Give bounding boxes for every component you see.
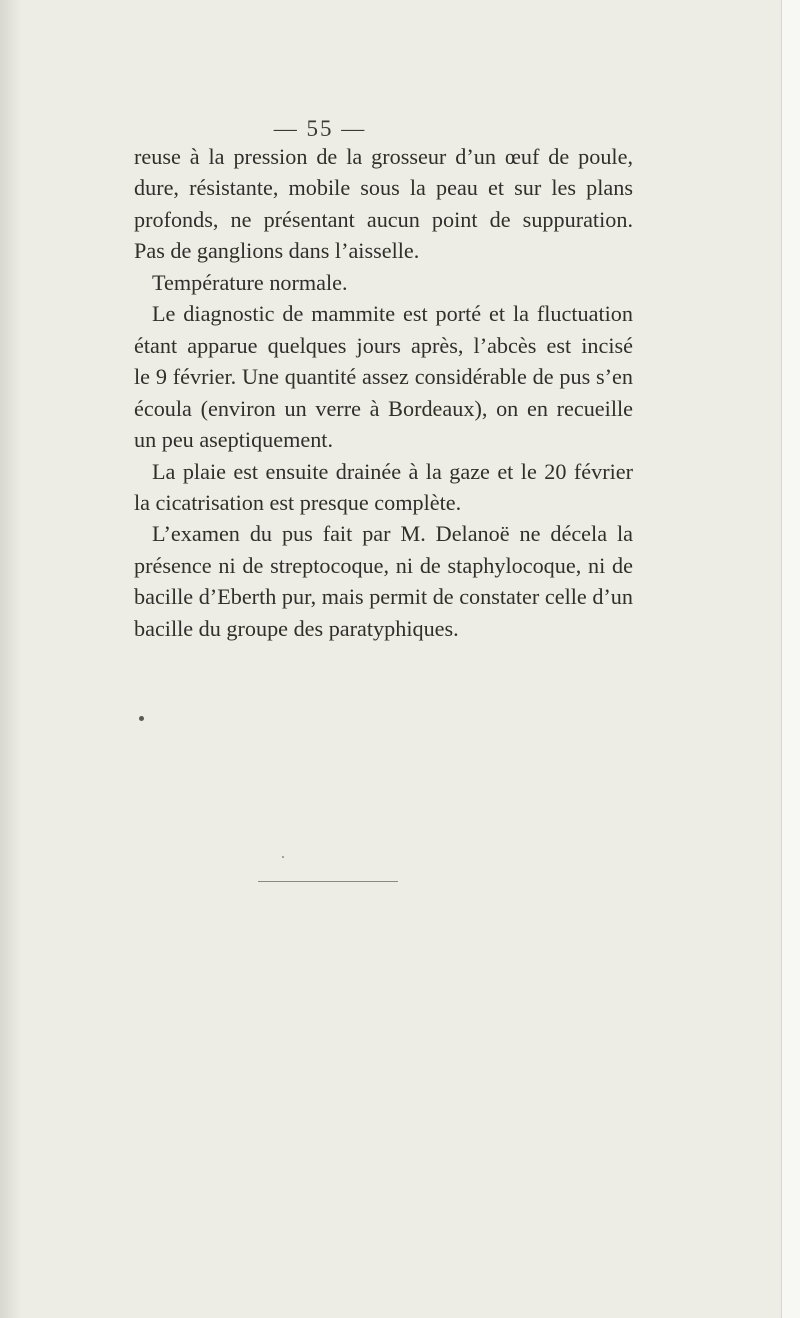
body-text (134, 141, 633, 644)
text-line: Température normale. (152, 269, 348, 295)
text-line: étant apparue quelques jours après, l’abcès est incisé (134, 332, 633, 358)
text-line: présence ni de streptocoque, ni de staphylocoque, ni de (134, 552, 633, 578)
text-line: la cicatrisation est presque complète. (134, 489, 462, 515)
text-line: bacille d’Eberth pur, mais permit de constater celle d’un (134, 584, 633, 610)
separator-rule (258, 881, 398, 882)
text-line: un peu aseptiquement. (134, 427, 334, 453)
page-number: — 55 — (273, 116, 367, 141)
text-line: écoula (environ un verre à Bordeaux), on en recueille (134, 395, 633, 421)
text-line: bacille du groupe des paratyphiques. (134, 615, 459, 641)
text-line: le 9 février. Une quantité assez considérable de pus s’en (134, 364, 633, 390)
text-line: Le diagnostic de mammite est porté et la fluctuation (152, 301, 633, 327)
ink-speck (139, 716, 144, 721)
text-line: L’examen du pus fait par M. Delanoë ne décela la (152, 521, 633, 547)
page-edge (781, 0, 800, 1318)
text-line: La plaie est ensuite drainée à la gaze et le 20 février (152, 458, 633, 484)
ink-speck (282, 856, 284, 858)
text-line: reuse à la pression de la grosseur d’un œuf de poule, (134, 144, 633, 169)
text-line: Pas de ganglions dans l’aisselle. (134, 238, 420, 264)
text-line: profonds, ne présentant aucun point de suppuration. (134, 206, 633, 232)
text-line: dure, résistante, mobile sous la peau et sur les plans (134, 175, 633, 201)
